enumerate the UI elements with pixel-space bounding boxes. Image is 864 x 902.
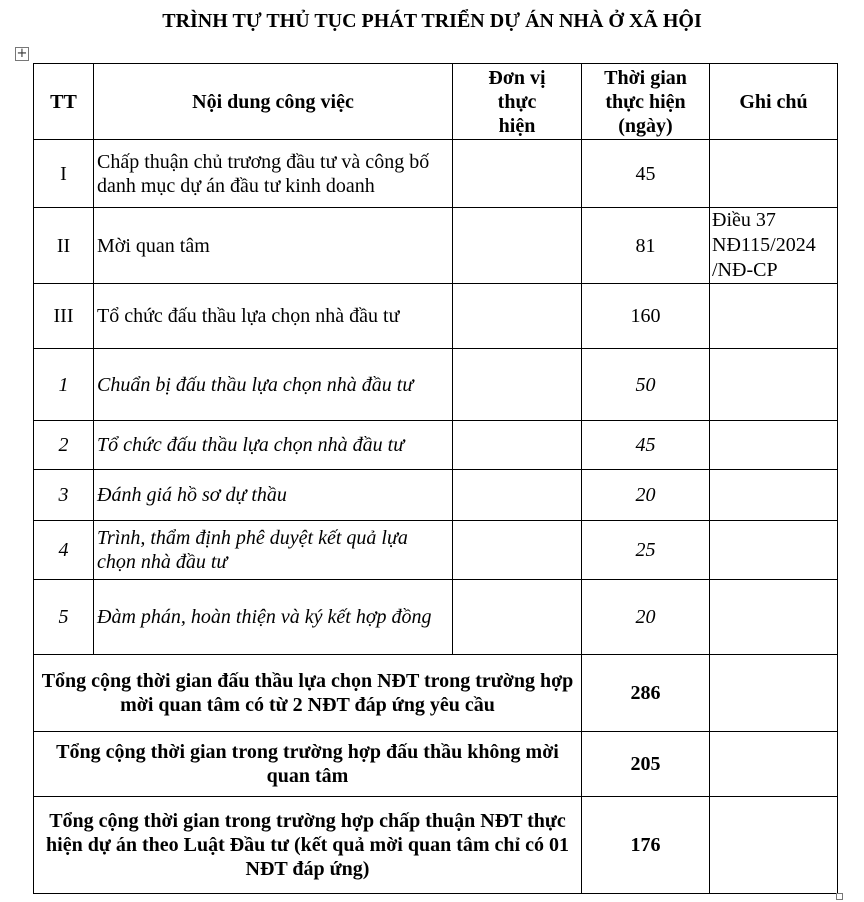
row-note	[710, 580, 838, 655]
row-tt: I	[34, 140, 94, 208]
row-note	[710, 470, 838, 521]
total-label: Tổng cộng thời gian trong trường hợp đấu thầu không mời quan tâm	[34, 732, 582, 797]
row-tt: III	[34, 284, 94, 349]
row-time: 20	[582, 470, 710, 521]
row-time: 45	[582, 140, 710, 208]
row-unit	[453, 421, 582, 470]
row-content: Đàm phán, hoàn thiện và ký kết hợp đồng	[94, 580, 453, 655]
total-note	[710, 732, 838, 797]
row-tt: 2	[34, 421, 94, 470]
total-note	[710, 655, 838, 732]
row-time: 25	[582, 521, 710, 580]
row-unit	[453, 208, 582, 284]
table-header-row	[34, 64, 838, 140]
row-note	[710, 521, 838, 580]
row-note	[710, 349, 838, 421]
row-tt: 3	[34, 470, 94, 521]
row-unit	[453, 470, 582, 521]
header-note: Ghi chú	[710, 64, 838, 140]
page-title: TRÌNH TỰ THỦ TỤC PHÁT TRIỂN DỰ ÁN NHÀ Ở XÃ HỘI	[162, 10, 702, 32]
row-tt: 4	[34, 521, 94, 580]
total-time: 176	[582, 797, 710, 894]
row-content: Đánh giá hồ sơ dự thầu	[94, 470, 453, 521]
row-content: Chuẩn bị đấu thầu lựa chọn nhà đầu tư	[94, 349, 453, 421]
row-unit	[453, 521, 582, 580]
table-row	[34, 521, 838, 580]
row-time: 81	[582, 208, 710, 284]
row-content: Trình, thẩm định phê duyệt kết quả lựa chọn nhà đầu tư	[94, 521, 453, 580]
table-row	[34, 580, 838, 655]
row-time: 45	[582, 421, 710, 470]
row-time: 160	[582, 284, 710, 349]
table-row	[34, 284, 838, 349]
row-content: Chấp thuận chủ trương đầu tư và công bố danh mục dự án đầu tư kinh doanh	[94, 140, 453, 208]
row-unit	[453, 349, 582, 421]
procedure-table	[33, 63, 838, 894]
header-time: Thời gian thực hiện (ngày)	[582, 64, 710, 140]
table-row	[34, 421, 838, 470]
total-label: Tổng cộng thời gian đấu thầu lựa chọn NĐT trong trường hợp mời quan tâm có từ 2 NĐT đáp ứng yêu cầu	[34, 655, 582, 732]
table-row	[34, 140, 838, 208]
row-note	[710, 421, 838, 470]
header-content: Nội dung công việc	[94, 64, 453, 140]
row-unit	[453, 140, 582, 208]
total-row	[34, 655, 838, 732]
row-note	[710, 284, 838, 349]
row-time: 50	[582, 349, 710, 421]
total-row	[34, 732, 838, 797]
row-note	[710, 140, 838, 208]
row-content: Mời quan tâm	[94, 208, 453, 284]
row-content: Tổ chức đấu thầu lựa chọn nhà đầu tư	[94, 421, 453, 470]
total-time: 286	[582, 655, 710, 732]
table-move-handle-icon[interactable]: +	[16, 46, 28, 61]
row-time: 20	[582, 580, 710, 655]
table-row	[34, 349, 838, 421]
table-resize-handle[interactable]	[836, 893, 843, 900]
table-row	[34, 470, 838, 521]
row-tt: II	[34, 208, 94, 284]
row-content: Tổ chức đấu thầu lựa chọn nhà đầu tư	[94, 284, 453, 349]
row-unit	[453, 580, 582, 655]
header-unit: Đơn vị thực hiện	[453, 64, 582, 140]
row-unit	[453, 284, 582, 349]
total-row	[34, 797, 838, 894]
total-note	[710, 797, 838, 894]
table-row	[34, 208, 838, 284]
total-label: Tổng cộng thời gian trong trường hợp chấp thuận NĐT thực hiện dự án theo Luật Đầu tư (kết quả mời quan tâm chỉ có 01 NĐT đáp ứng)	[34, 797, 582, 894]
header-tt: TT	[34, 64, 94, 140]
row-tt: 1	[34, 349, 94, 421]
row-tt: 5	[34, 580, 94, 655]
total-time: 205	[582, 732, 710, 797]
row-note: Điều 37 NĐ115/2024 /NĐ-CP	[710, 208, 838, 284]
